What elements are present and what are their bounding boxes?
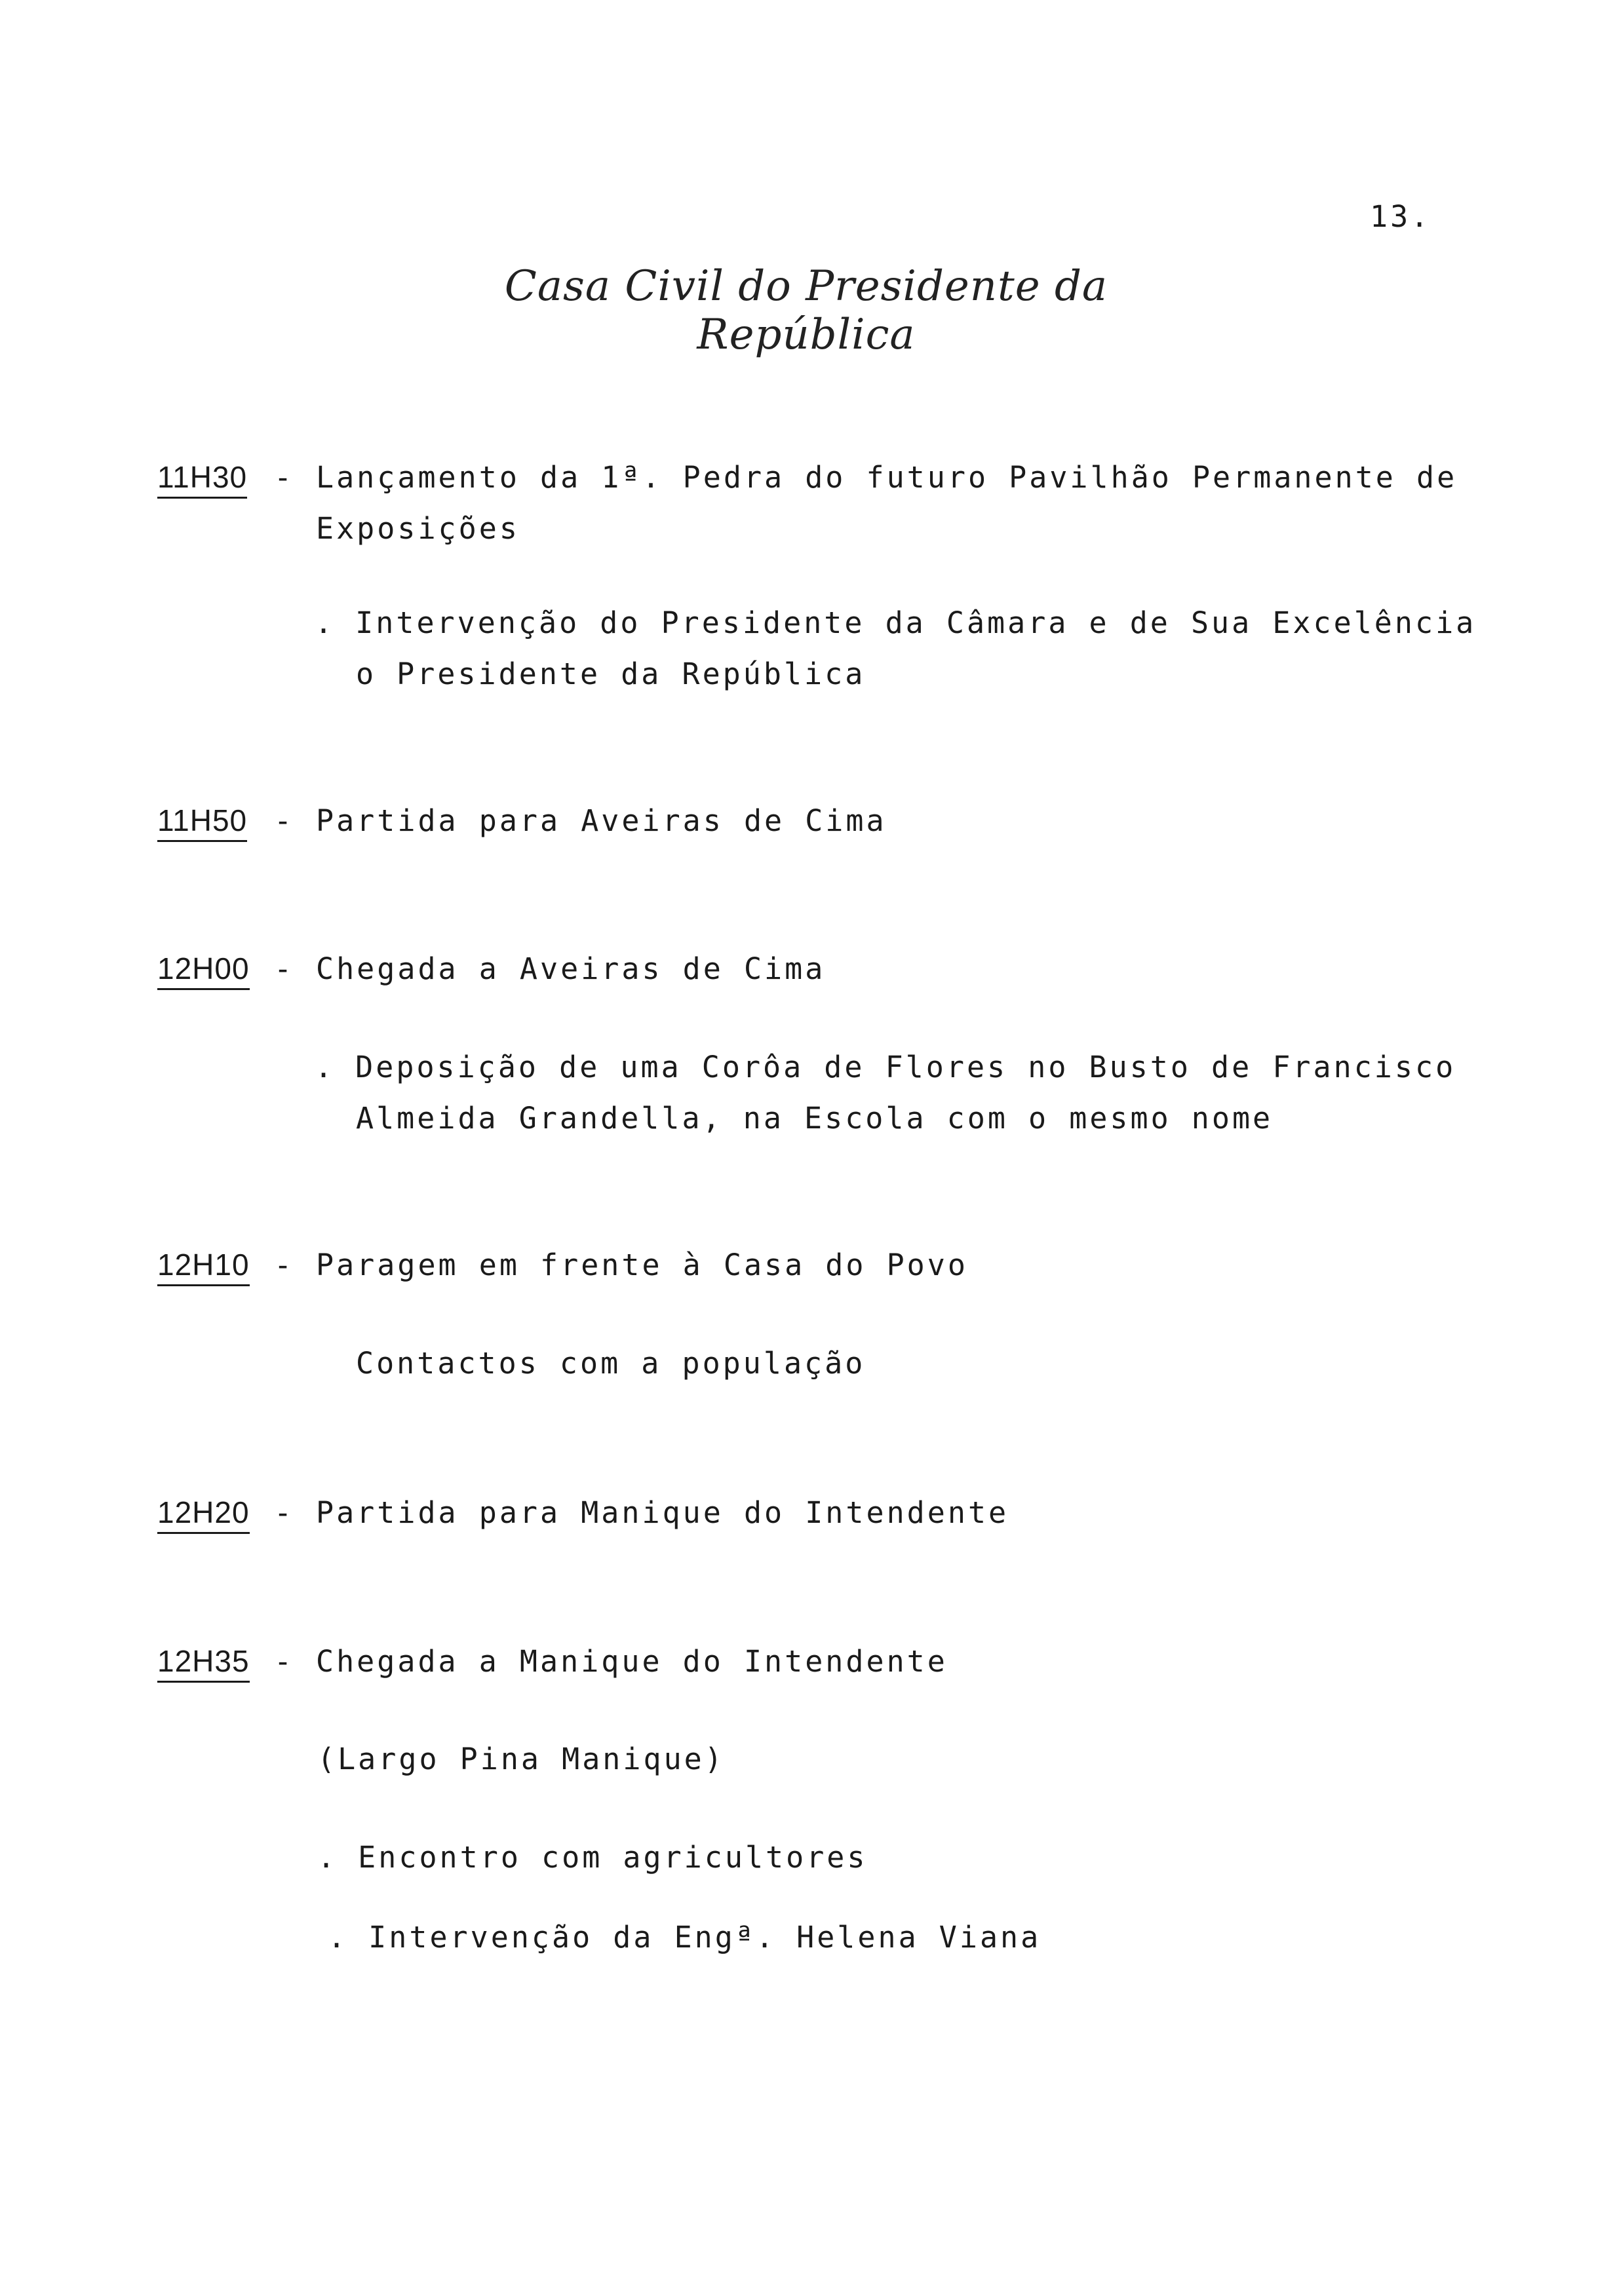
entry-detail: . Encontro com agricultores [317, 1840, 868, 1875]
time-label: 12H35 [157, 1641, 250, 1683]
page-number: 13. [1370, 199, 1431, 234]
entry-detail: (Largo Pina Manique) [317, 1742, 725, 1776]
entry-detail: . Deposição de uma Corôa de Flores no Busto de Francisco [315, 1050, 1456, 1084]
entry-detail: o Presidente da República [356, 657, 866, 691]
time-label: 12H20 [157, 1493, 250, 1534]
separator-dash: - [274, 1495, 295, 1530]
time-label: 12H00 [157, 949, 250, 990]
separator-dash: - [274, 1644, 295, 1679]
time-label: 11H30 [157, 457, 247, 499]
letterhead: Casa Civil do Presidente da República [504, 262, 1108, 359]
time-label: 12H10 [157, 1245, 250, 1286]
entry-title: Partida para Aveiras de Cima [316, 803, 887, 838]
entry-title: Lançamento da 1ª. Pedra do futuro Pavilhão Permanente de [316, 460, 1458, 495]
entry-detail: . Intervenção do Presidente da Câmara e de Sua Excelência [315, 605, 1477, 640]
entry-detail: . Intervenção da Engª. Helena Viana [328, 1920, 1041, 1955]
entry-title: Exposições [316, 511, 520, 546]
entry-detail: Almeida Grandella, na Escola com o mesmo nome [356, 1101, 1274, 1136]
entry-title: Chegada a Manique do Intendente [316, 1644, 948, 1679]
time-label: 11H50 [157, 801, 247, 842]
separator-dash: - [274, 803, 295, 838]
entry-title: Chegada a Aveiras de Cima [316, 951, 826, 986]
entry-detail: Contactos com a população [356, 1346, 866, 1381]
entry-title: Partida para Manique do Intendente [316, 1495, 1009, 1530]
separator-dash: - [274, 1248, 295, 1282]
separator-dash: - [274, 951, 295, 986]
entry-title: Paragem em frente à Casa do Povo [316, 1248, 968, 1282]
separator-dash: - [274, 460, 295, 495]
